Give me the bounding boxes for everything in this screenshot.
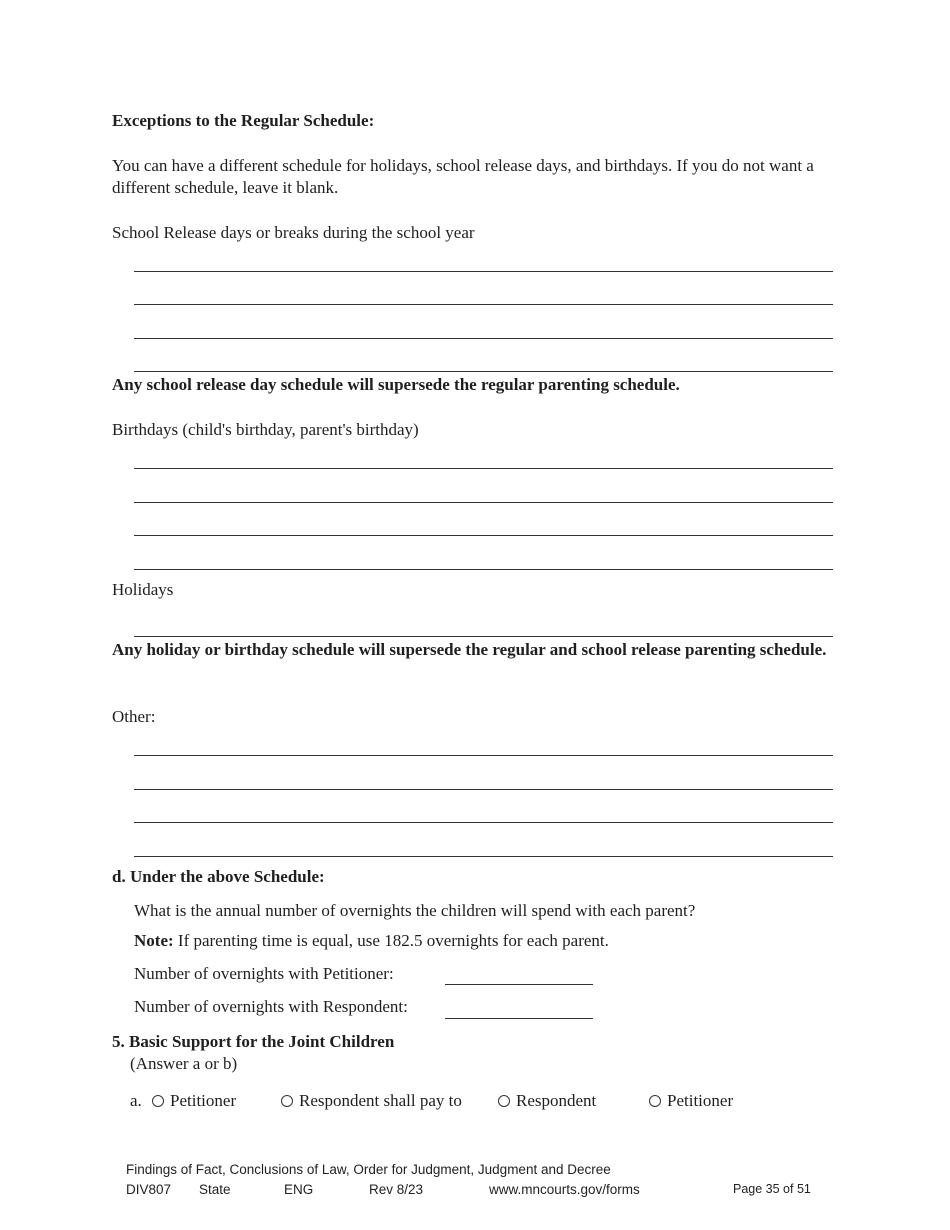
radio-circle-icon[interactable]: [649, 1095, 661, 1107]
note-label: Note:: [134, 931, 174, 950]
petitioner-overnights-field[interactable]: [445, 984, 593, 985]
item-a-letter: a.: [130, 1091, 142, 1110]
school-release-note: Any school release day schedule will supersede the regular parenting schedule.: [112, 375, 680, 394]
radio-circle-icon[interactable]: [498, 1095, 510, 1107]
section-d-heading: d. Under the above Schedule:: [112, 867, 325, 886]
exceptions-heading: Exceptions to the Regular Schedule:: [112, 111, 375, 130]
option-label: Respondent: [516, 1091, 597, 1110]
birthdays-line-3[interactable]: [134, 535, 833, 536]
other-line-4[interactable]: [134, 856, 833, 857]
section-5-subheading: (Answer a or b): [130, 1054, 238, 1073]
footer-page-number: Page 35 of 51: [733, 1182, 811, 1196]
school-release-line-3[interactable]: [134, 338, 833, 339]
note-text: If parenting time is equal, use 182.5 overnights for each parent.: [173, 931, 609, 950]
footer-title: Findings of Fact, Conclusions of Law, Order for Judgment, Judgment and Decree: [126, 1162, 611, 1177]
option-label: Petitioner: [667, 1091, 734, 1110]
option-petitioner-payee[interactable]: [649, 1090, 733, 1112]
exceptions-intro: You can have a different schedule for holidays, school release days, and birthdays. If you do not want a different schedule, leave it blank.: [112, 156, 814, 197]
other-line-3[interactable]: [134, 822, 833, 823]
section-5-heading: 5. Basic Support for the Joint Children: [112, 1032, 395, 1051]
footer-url[interactable]: www.mncourts.gov/forms: [489, 1182, 640, 1197]
birthdays-line-2[interactable]: [134, 502, 833, 503]
option-respondent-payee[interactable]: [498, 1090, 596, 1112]
option-label: Respondent shall pay to: [299, 1091, 462, 1110]
holidays-label: Holidays: [112, 580, 174, 599]
footer-revision: Rev 8/23: [369, 1182, 424, 1197]
footer-jurisdiction: State: [199, 1182, 231, 1197]
birthdays-label: Birthdays (child's birthday, parent's birthday): [112, 420, 419, 439]
school-release-line-4[interactable]: [134, 371, 833, 372]
footer-language: ENG: [284, 1182, 314, 1197]
radio-circle-icon[interactable]: [152, 1095, 164, 1107]
option-petitioner-payer[interactable]: [152, 1090, 236, 1112]
school-release-line-2[interactable]: [134, 304, 833, 305]
option-respondent-payer[interactable]: [281, 1090, 462, 1112]
respondent-overnights-field[interactable]: [445, 1018, 593, 1019]
overnights-question: What is the annual number of overnights the children will spend with each parent?: [134, 901, 696, 920]
other-line-1[interactable]: [134, 755, 833, 756]
school-release-line-1[interactable]: [134, 271, 833, 272]
birthdays-line-1[interactable]: [134, 468, 833, 469]
petitioner-overnights-label: Number of overnights with Petitioner:: [134, 964, 394, 983]
birthdays-line-4[interactable]: [134, 569, 833, 570]
other-label: Other:: [112, 707, 156, 726]
radio-circle-icon[interactable]: [281, 1095, 293, 1107]
holidays-line[interactable]: [134, 636, 833, 637]
footer-form-id: DIV807: [126, 1182, 172, 1197]
respondent-overnights-label: Number of overnights with Respondent:: [134, 997, 408, 1016]
holiday-note: Any holiday or birthday schedule will supersede the regular and school release parenting schedule.: [112, 640, 827, 659]
other-line-2[interactable]: [134, 789, 833, 790]
school-release-label: School Release days or breaks during the school year: [112, 223, 475, 242]
overnights-note: [134, 930, 609, 952]
option-label: Petitioner: [170, 1091, 237, 1110]
